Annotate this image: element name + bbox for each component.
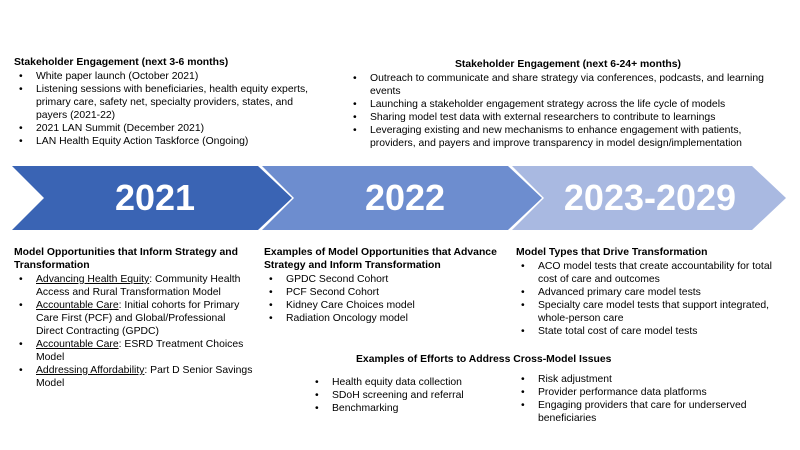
item-text: : Initial cohorts for Primary Care First (PCF) and Global/Professional Direct Contracting (GPDC) (36, 300, 240, 337)
stakeholder-engagement-short-term-title: Stakeholder Engagement (next 3-6 months) (14, 57, 229, 68)
list-item: • Provider performance data platforms (516, 386, 756, 399)
category-label: Accountable Care (36, 300, 119, 311)
item-text: : Community Health Access and Rural Transformation Model (36, 274, 241, 298)
cross-model-issues-right (516, 373, 756, 425)
model-opportunities-inform-title: Model Opportunities that Inform Strategy and Transformation (14, 247, 238, 271)
list-item: • Sharing model test data with external researchers to contribute to learnings (348, 111, 768, 124)
model-types-drive-transformation-list (516, 260, 788, 338)
timeline-label-2021: 2021 (114, 177, 196, 218)
timeline-label-2022: 2022 (364, 177, 446, 218)
list-item: • State total cost of care model tests (516, 325, 788, 338)
list-item: • Outreach to communicate and share strategy via conferences, podcasts, and learning events (348, 72, 768, 98)
timeline-label-2023-2029: 2023-2029 (563, 177, 737, 218)
model-opportunities-inform-list (14, 273, 254, 390)
list-item: • Kidney Care Choices model (264, 299, 509, 312)
cross-model-issues-right-list (516, 373, 756, 425)
list-item: • Risk adjustment (516, 373, 756, 386)
list-item: • ACO model tests that create accountability for total cost of care and outcomes (516, 260, 788, 286)
list-item: • Health equity data collection (310, 376, 510, 389)
list-item: • Engaging providers that care for underserved beneficiaries (516, 399, 756, 425)
model-opportunities-advance-title: Examples of Model Opportunities that Advance Strategy and Inform Transformation (264, 247, 497, 271)
list-item: • Radiation Oncology model (264, 312, 509, 325)
list-item (14, 299, 254, 338)
list-item (14, 338, 254, 364)
cross-model-issues-left-list (310, 376, 510, 415)
list-item: • Listening sessions with beneficiaries, health equity experts, primary care, safety net, specialty providers, states, and payers (2021-22) (14, 83, 314, 122)
model-opportunities-inform (14, 246, 254, 390)
list-item: • White paper launch (October 2021) (14, 70, 314, 83)
model-opportunities-advance-list (264, 273, 509, 325)
list-item: • Specialty care model tests that support integrated, whole-person care (516, 299, 788, 325)
list-item: • SDoH screening and referral (310, 389, 510, 402)
list-item: • Advanced primary care model tests (516, 286, 788, 299)
model-opportunities-advance (264, 246, 509, 325)
list-item: • LAN Health Equity Action Taskforce (Ongoing) (14, 135, 314, 148)
category-label: Accountable Care (36, 339, 119, 350)
list-item: • Benchmarking (310, 402, 510, 415)
model-types-drive-transformation (516, 246, 788, 338)
category-label: Addressing Affordability (36, 365, 145, 376)
category-label: Advancing Health Equity (36, 274, 150, 285)
cross-model-issues-left (310, 376, 510, 415)
list-item (14, 364, 254, 390)
model-types-drive-transformation-title: Model Types that Drive Transformation (516, 247, 708, 258)
list-item: • 2021 LAN Summit (December 2021) (14, 122, 314, 135)
stakeholder-engagement-long-term-title: Stakeholder Engagement (next 6-24+ months) (454, 59, 682, 70)
list-item (14, 273, 254, 299)
item-text: : Part D Senior Savings Model (36, 365, 253, 389)
item-text: : ESRD Treatment Choices Model (36, 339, 244, 363)
list-item: • Launching a stakeholder engagement strategy across the life cycle of models (348, 98, 768, 111)
cross-model-issues-title: Examples of Efforts to Address Cross-Model Issues (356, 354, 612, 365)
list-item: • PCF Second Cohort (264, 286, 509, 299)
list-item: • GPDC Second Cohort (264, 273, 509, 286)
list-item: • Leveraging existing and new mechanisms to enhance engagement with patients, providers, and payers and improve transparency in model design/implementation (348, 124, 768, 150)
